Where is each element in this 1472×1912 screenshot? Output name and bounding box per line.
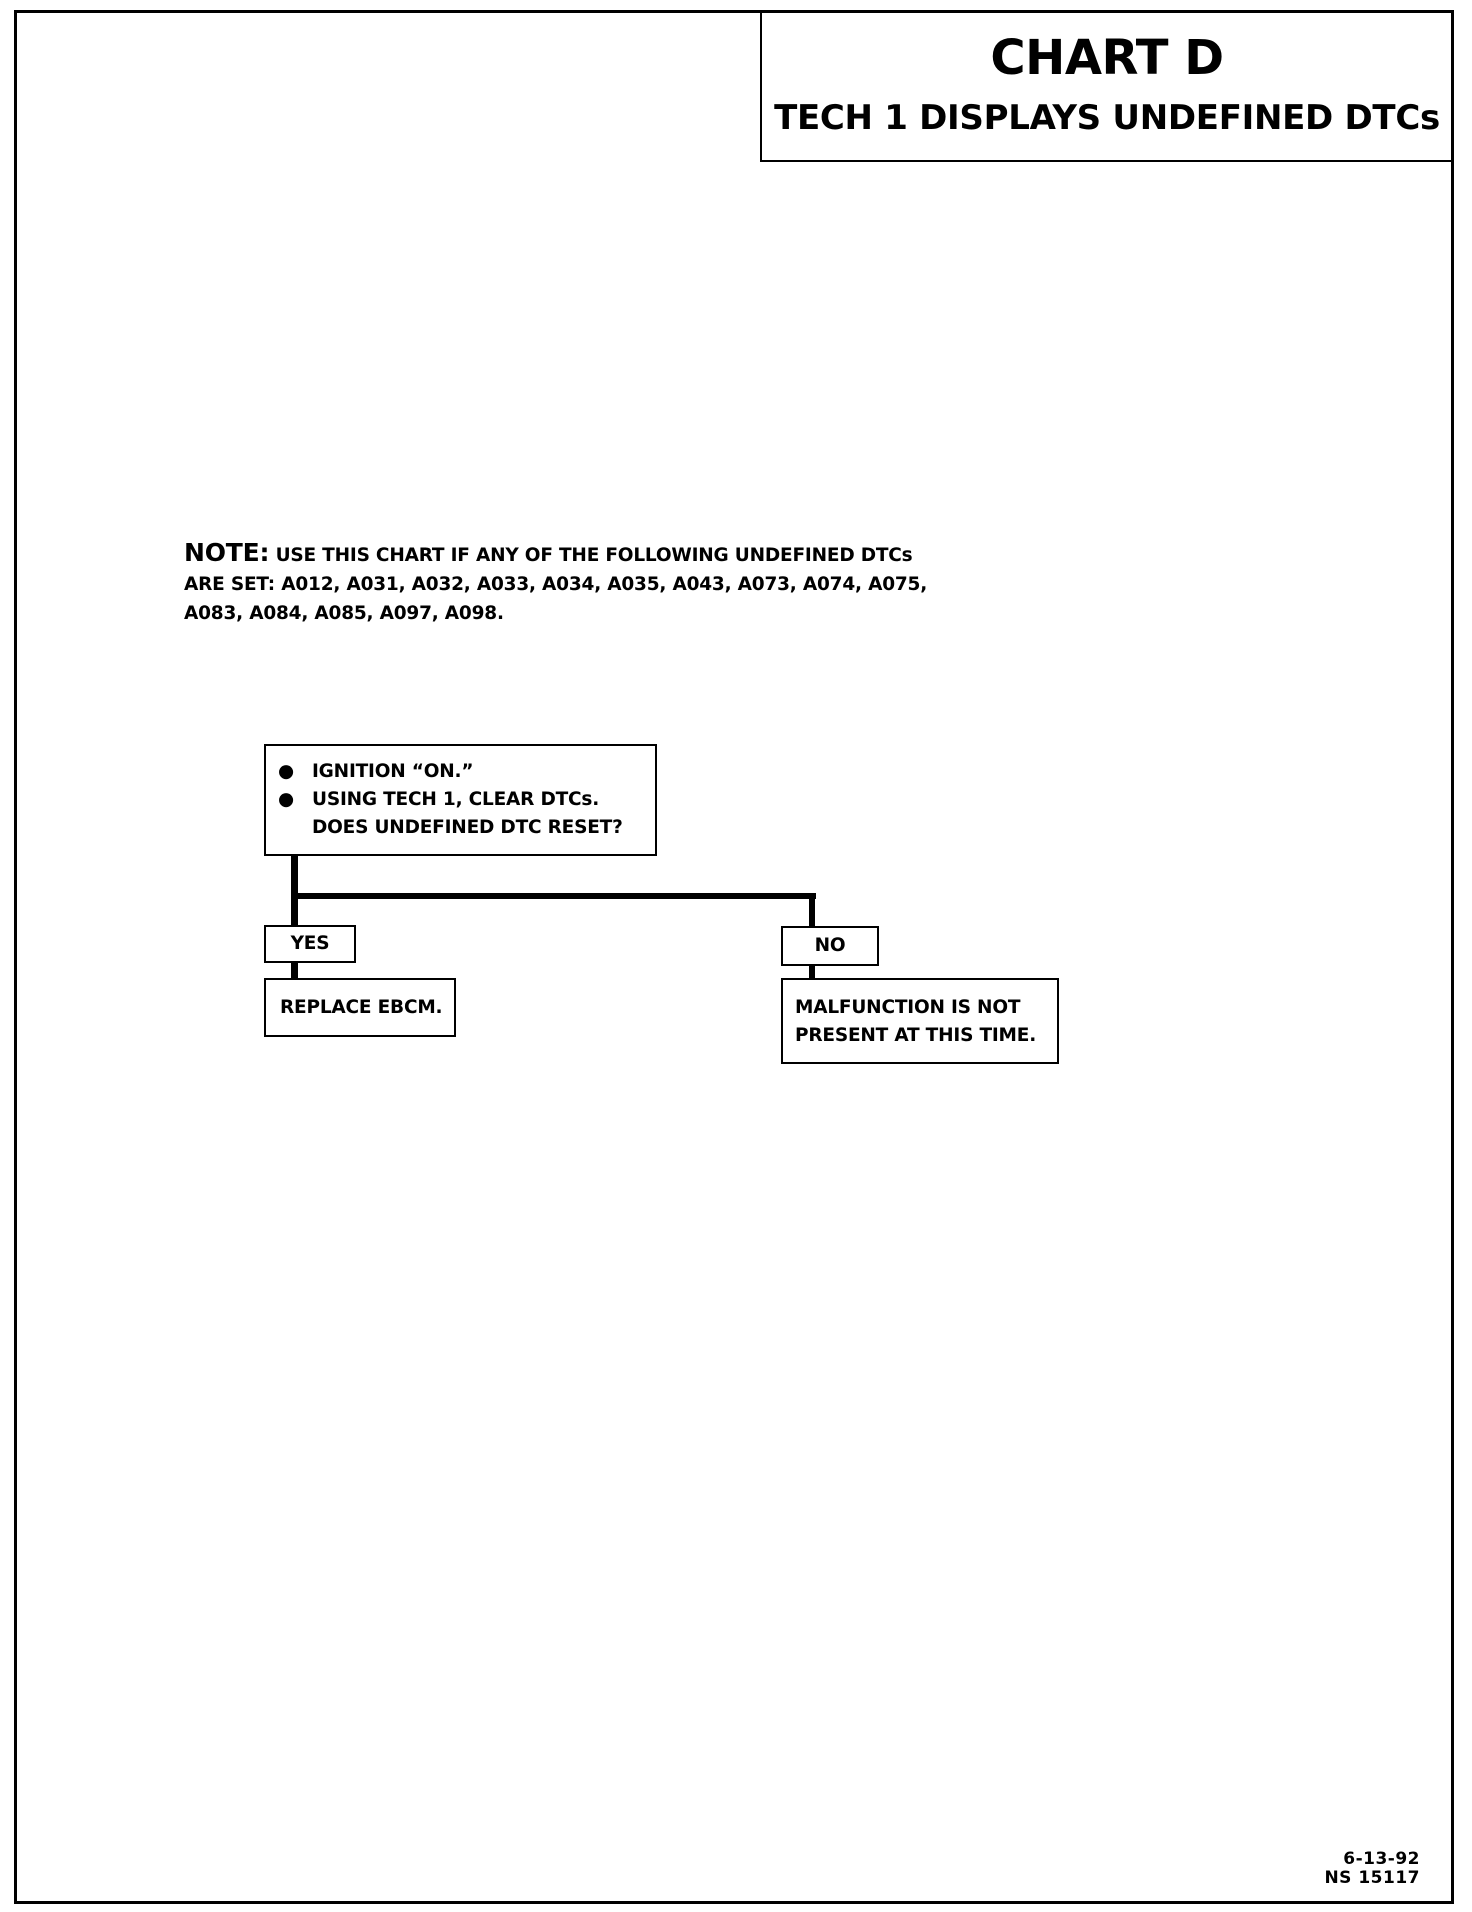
- bullet-icon: ●: [278, 761, 294, 782]
- no-result-box: [781, 978, 1059, 1064]
- step-bullet-1: [278, 758, 655, 786]
- no-result-line-1: MALFUNCTION IS NOT: [795, 997, 1021, 1018]
- step-bullet-2-text: USING TECH 1, CLEAR DTCs.: [312, 789, 600, 810]
- step-question: DOES UNDEFINED DTC RESET?: [312, 817, 623, 838]
- no-result-line-2: PRESENT AT THIS TIME.: [795, 1025, 1037, 1046]
- note-line-1: [184, 538, 984, 570]
- footer-block: [1324, 1850, 1420, 1888]
- connector-no-to-result: [809, 965, 815, 979]
- note-text-2: ARE SET: A012, A031, A032, A033, A034, A035, A043, A073, A074, A075,: [184, 574, 928, 595]
- step-bullet-2: [278, 786, 655, 814]
- chart-title: CHART D: [990, 30, 1224, 86]
- yes-result-text: REPLACE EBCM.: [280, 997, 443, 1018]
- chart-subtitle: TECH 1 DISPLAYS UNDEFINED DTCs: [774, 98, 1440, 138]
- title-box: [760, 10, 1454, 162]
- yes-label-box: YES: [264, 925, 356, 963]
- decision-step-box: [264, 744, 657, 856]
- page-frame: [14, 10, 1454, 1904]
- footer-code: NS 15117: [1324, 1868, 1420, 1888]
- connector-yes-to-result: [291, 962, 298, 979]
- bullet-icon: ●: [278, 789, 294, 810]
- note-block: [184, 538, 984, 628]
- note-text-3: A083, A084, A085, A097, A098.: [184, 603, 504, 624]
- connector-horizontal: [291, 893, 816, 899]
- note-text-1: USE THIS CHART IF ANY OF THE FOLLOWING UNDEFINED DTCs: [275, 545, 913, 566]
- step-bullet-1-text: IGNITION “ON.”: [312, 761, 474, 782]
- connector-vertical-no: [809, 893, 815, 927]
- yes-result-box: [264, 978, 456, 1037]
- connector-vertical-main: [291, 856, 298, 926]
- footer-date: 6-13-92: [1343, 1849, 1420, 1869]
- no-label-box: NO: [781, 926, 879, 966]
- note-label: NOTE:: [184, 538, 270, 567]
